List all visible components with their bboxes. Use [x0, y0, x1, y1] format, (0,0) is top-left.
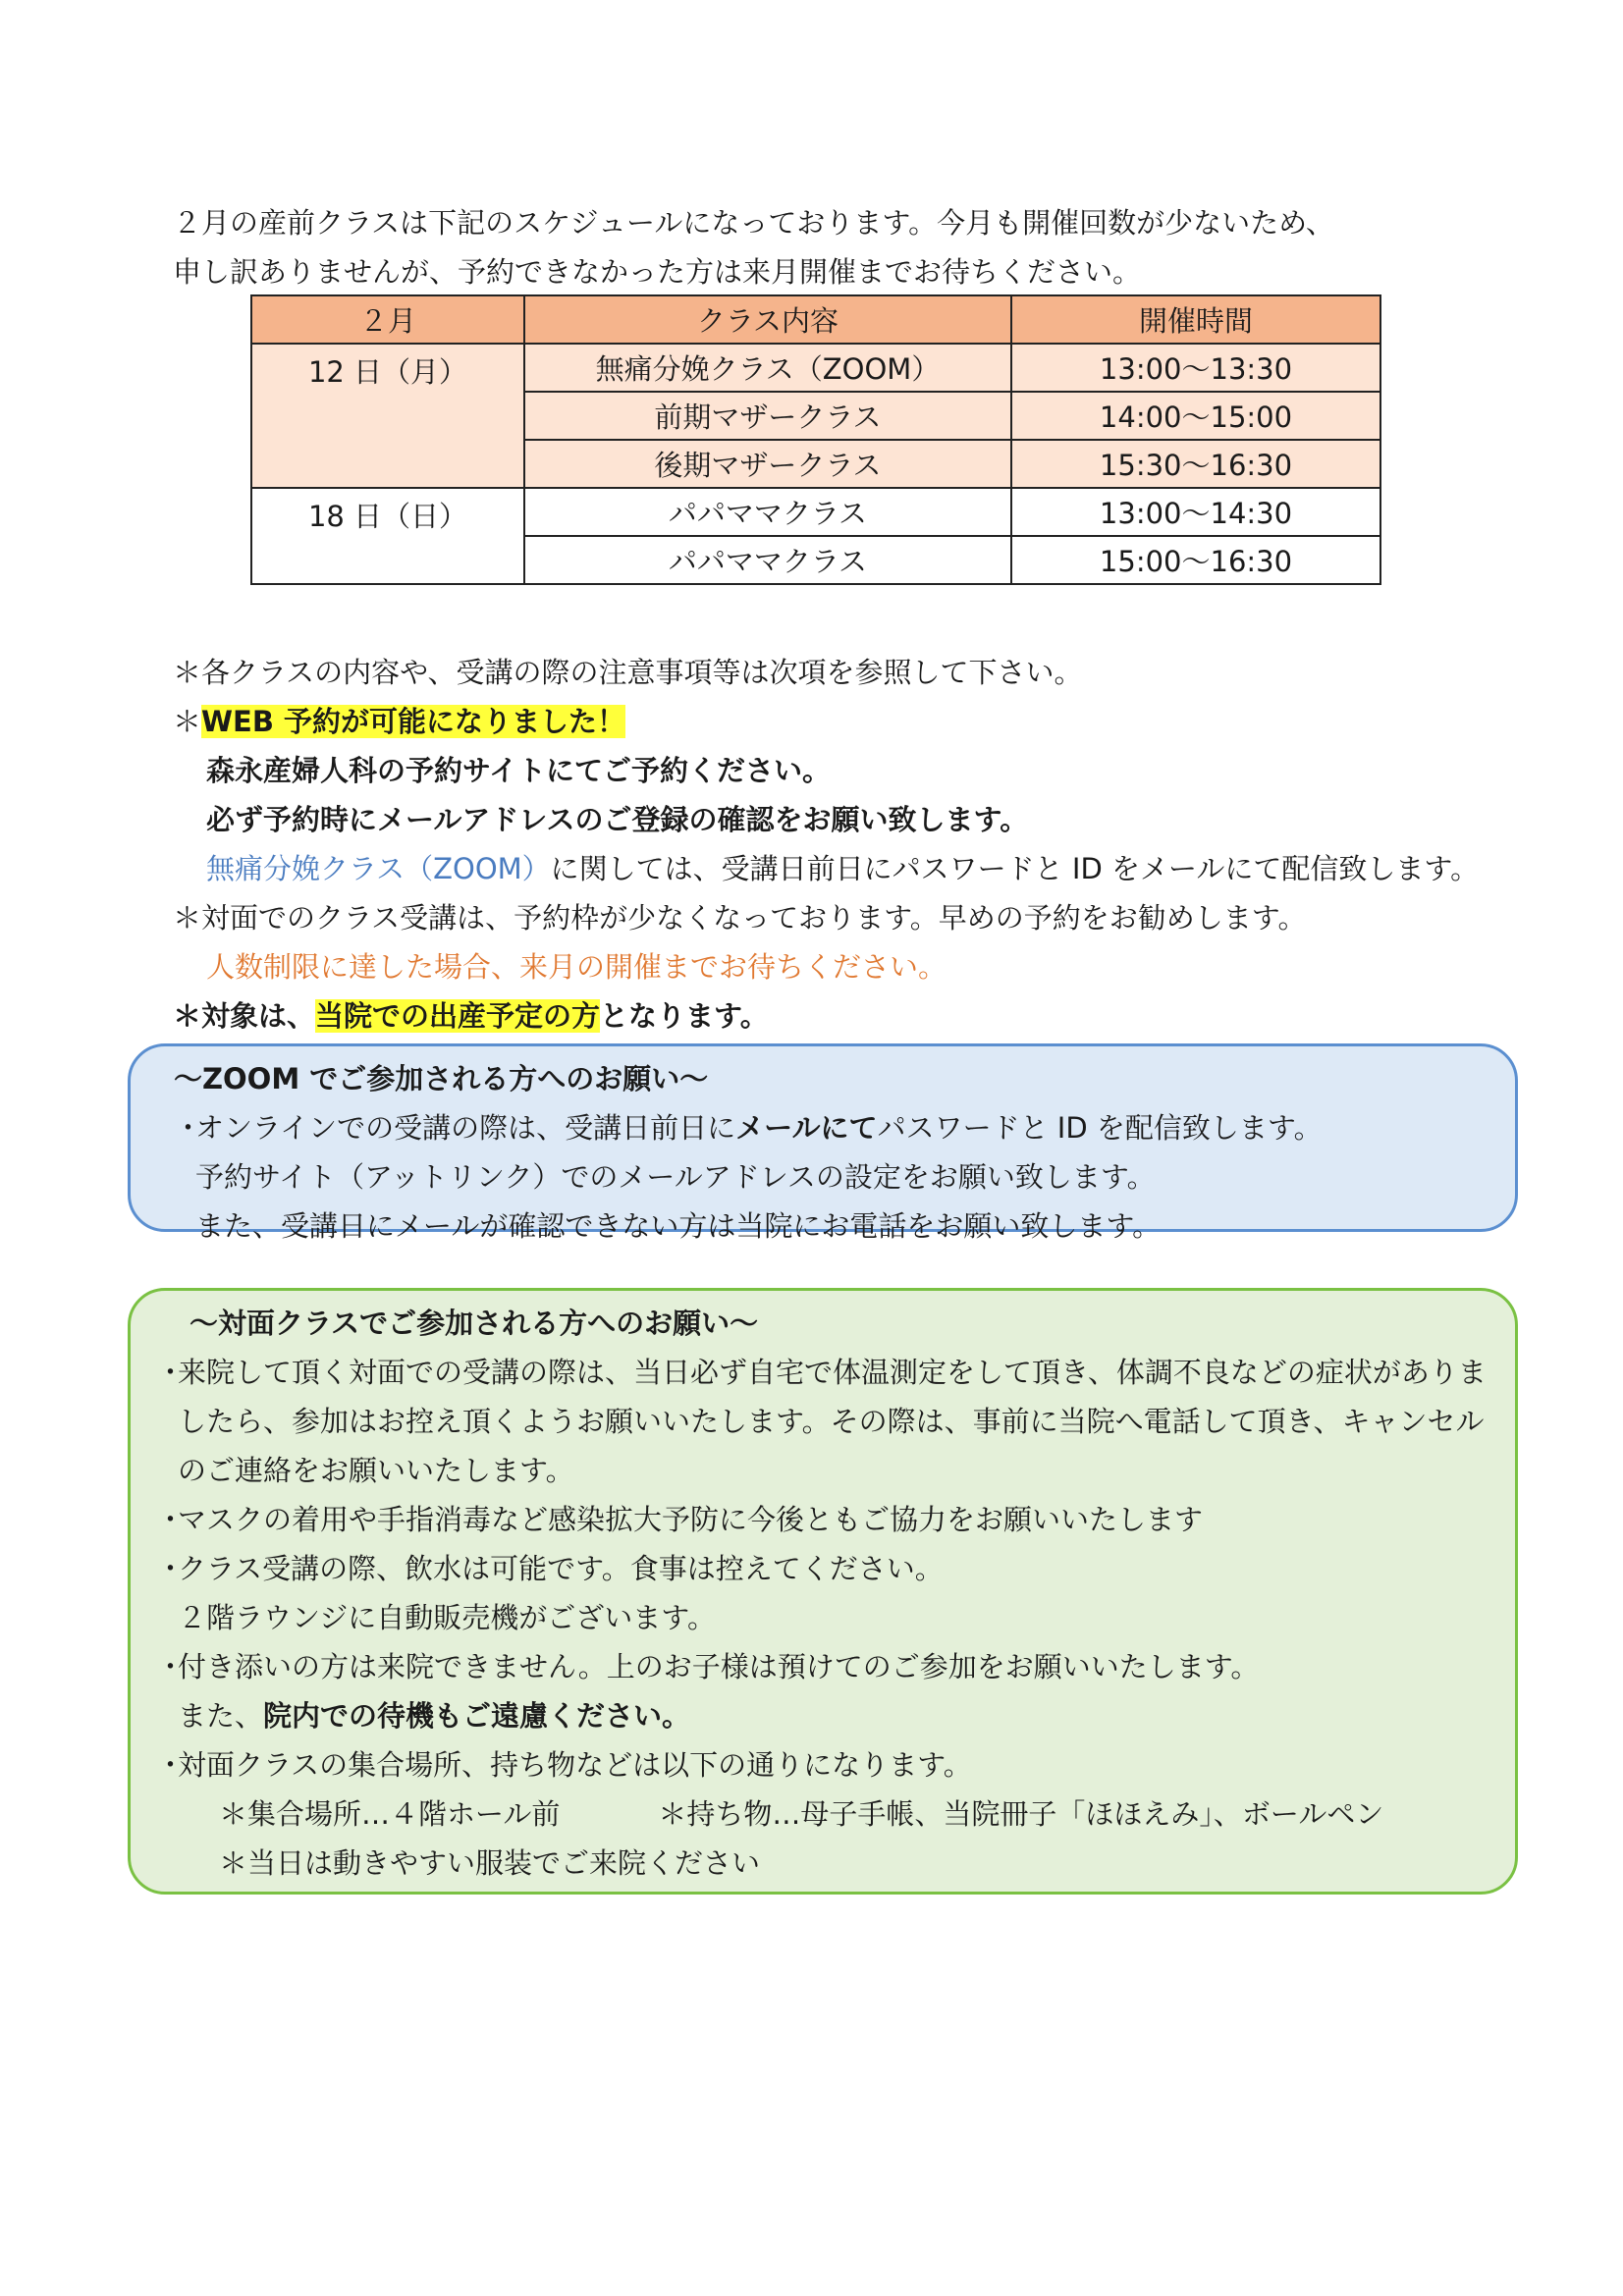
web-reservation-highlight: WEB 予約が可能になりました！	[201, 705, 626, 738]
in-person-line: ２階ラウンジに自動販売機がございます。	[178, 1601, 716, 1634]
in-person-text: マスクの着用や手指消毒など感染拡大予防に今後ともご協力をお願いいたします	[178, 1503, 1204, 1536]
items-to-bring: ＊持ち物…母子手帳、当院冊子「ほほえみ」、ボールペン	[658, 1797, 1384, 1831]
table-row	[251, 344, 1380, 392]
note-asterisk: ＊	[173, 705, 202, 738]
class-cell: 無痛分娩クラス（ZOOM）	[524, 344, 1011, 392]
zoom-request-box	[128, 1043, 1518, 1243]
in-person-text: 付き添いの方は来院できません。上のお子様は預けてのご参加をお願いいたします。	[178, 1650, 1260, 1683]
note-web-reservation	[173, 697, 1528, 746]
note-line: ＊各クラスの内容や、受講の際の注意事項等は次項を参照して下さい。	[173, 656, 1083, 689]
zoom-line-bold: メールにて	[735, 1111, 878, 1145]
time-cell: 15:00〜16:30	[1011, 536, 1380, 584]
date-cell: 12 日（月）	[251, 344, 524, 488]
in-person-line	[156, 1495, 1495, 1544]
zoom-box-title: 〜ZOOM でご参加される方へのお願い〜	[174, 1062, 709, 1095]
note-limit-warning: 人数制限に達した場合、来月の開催までお待ちください。	[206, 950, 947, 984]
in-person-text: 来院して頂く対面での受講の際は、当日必ず自宅で体温測定をして頂き、体調不良などの症状がありま	[178, 1356, 1487, 1389]
time-cell: 14:00〜15:00	[1011, 392, 1380, 440]
note-target	[173, 991, 1528, 1041]
zoom-line-text: オンラインでの受講の際は、受講日前日に	[195, 1111, 736, 1145]
note-line: 必ず予約時にメールアドレスのご登録の確認をお願い致します。	[206, 803, 1029, 836]
target-prefix: ＊対象は、	[173, 999, 316, 1033]
in-person-bold-text: 院内での待機もご遠慮ください。	[263, 1699, 691, 1733]
class-cell: パパママクラス	[524, 488, 1011, 536]
class-cell: 前期マザークラス	[524, 392, 1011, 440]
intro-text	[173, 198, 1449, 296]
class-cell: 後期マザークラス	[524, 440, 1011, 488]
in-person-text: また、	[178, 1699, 264, 1733]
notes-section	[173, 648, 1528, 1041]
note-zoom-info	[173, 844, 1528, 893]
time-cell: 13:00〜13:30	[1011, 344, 1380, 392]
intro-line-1: ２月の産前クラスは下記のスケジュールになっております。今月も開催回数が少ないため、	[173, 206, 1334, 240]
schedule-table	[250, 294, 1381, 585]
class-cell: パパママクラス	[524, 536, 1011, 584]
bullet: ・	[156, 1503, 186, 1536]
zoom-info-text: に関しては、受講日前日にパスワードと ID をメールにて配信致します。	[550, 852, 1480, 885]
in-person-line	[156, 1789, 1495, 1839]
bullet: ・	[156, 1356, 186, 1389]
zoom-line-text: パスワードと ID を配信致します。	[877, 1111, 1323, 1145]
zoom-box-line: また、受講日にメールが確認できない方は当院にお電話をお願い致します。	[195, 1209, 1162, 1243]
time-cell: 15:30〜16:30	[1011, 440, 1380, 488]
date-cell: 18 日（日）	[251, 488, 524, 584]
in-person-line	[156, 1348, 1495, 1397]
in-person-line	[156, 1740, 1495, 1789]
in-person-line: のご連絡をお願いいたします。	[178, 1454, 574, 1487]
bullet: ・	[156, 1552, 186, 1585]
target-highlight: 当院での出産予定の方	[315, 999, 601, 1033]
zoom-class-label: 無痛分娩クラス（ZOOM）	[206, 852, 551, 885]
table-header-row	[251, 295, 1380, 344]
bullet: ・	[156, 1748, 186, 1782]
zoom-box-line: 予約サイト（アットリンク）でのメールアドレスの設定をお願い致します。	[195, 1160, 1156, 1194]
bullet: ・	[156, 1650, 186, 1683]
in-person-line	[156, 1544, 1495, 1593]
in-person-line	[156, 1691, 1495, 1740]
bullet: ・	[174, 1111, 203, 1145]
intro-line-2: 申し訳ありませんが、予約できなかった方は来月開催までお待ちください。	[173, 255, 1142, 289]
in-person-line	[156, 1642, 1495, 1691]
in-person-text: 対面クラスの集合場所、持ち物などは以下の通りになります。	[178, 1748, 972, 1782]
in-person-box-title: 〜対面クラスでご参加される方へのお願い〜	[189, 1307, 759, 1340]
in-person-text: クラス受講の際、飲水は可能です。食事は控えてください。	[178, 1552, 944, 1585]
note-line: ＊対面でのクラス受講は、予約枠が少なくなっております。早めの予約をお勧めします。	[173, 901, 1307, 934]
note-line: 森永産婦人科の予約サイトにてご予約ください。	[206, 754, 831, 787]
in-person-line: ＊当日は動きやすい服装でご来院ください	[219, 1846, 761, 1880]
header-time: 開催時間	[1011, 295, 1380, 344]
time-cell: 13:00〜14:30	[1011, 488, 1380, 536]
zoom-box-line	[174, 1103, 1495, 1152]
header-month: ２月	[251, 295, 524, 344]
target-suffix: となります。	[600, 999, 769, 1033]
meeting-place: ＊集合場所…４階ホール前	[219, 1797, 561, 1831]
header-class: クラス内容	[524, 295, 1011, 344]
in-person-request-box	[128, 1288, 1518, 1895]
in-person-line: したら、参加はお控え頂くようお願いいたします。その際は、事前に当院へ電話して頂き、キャンセル	[178, 1405, 1485, 1438]
table-row	[251, 488, 1380, 536]
